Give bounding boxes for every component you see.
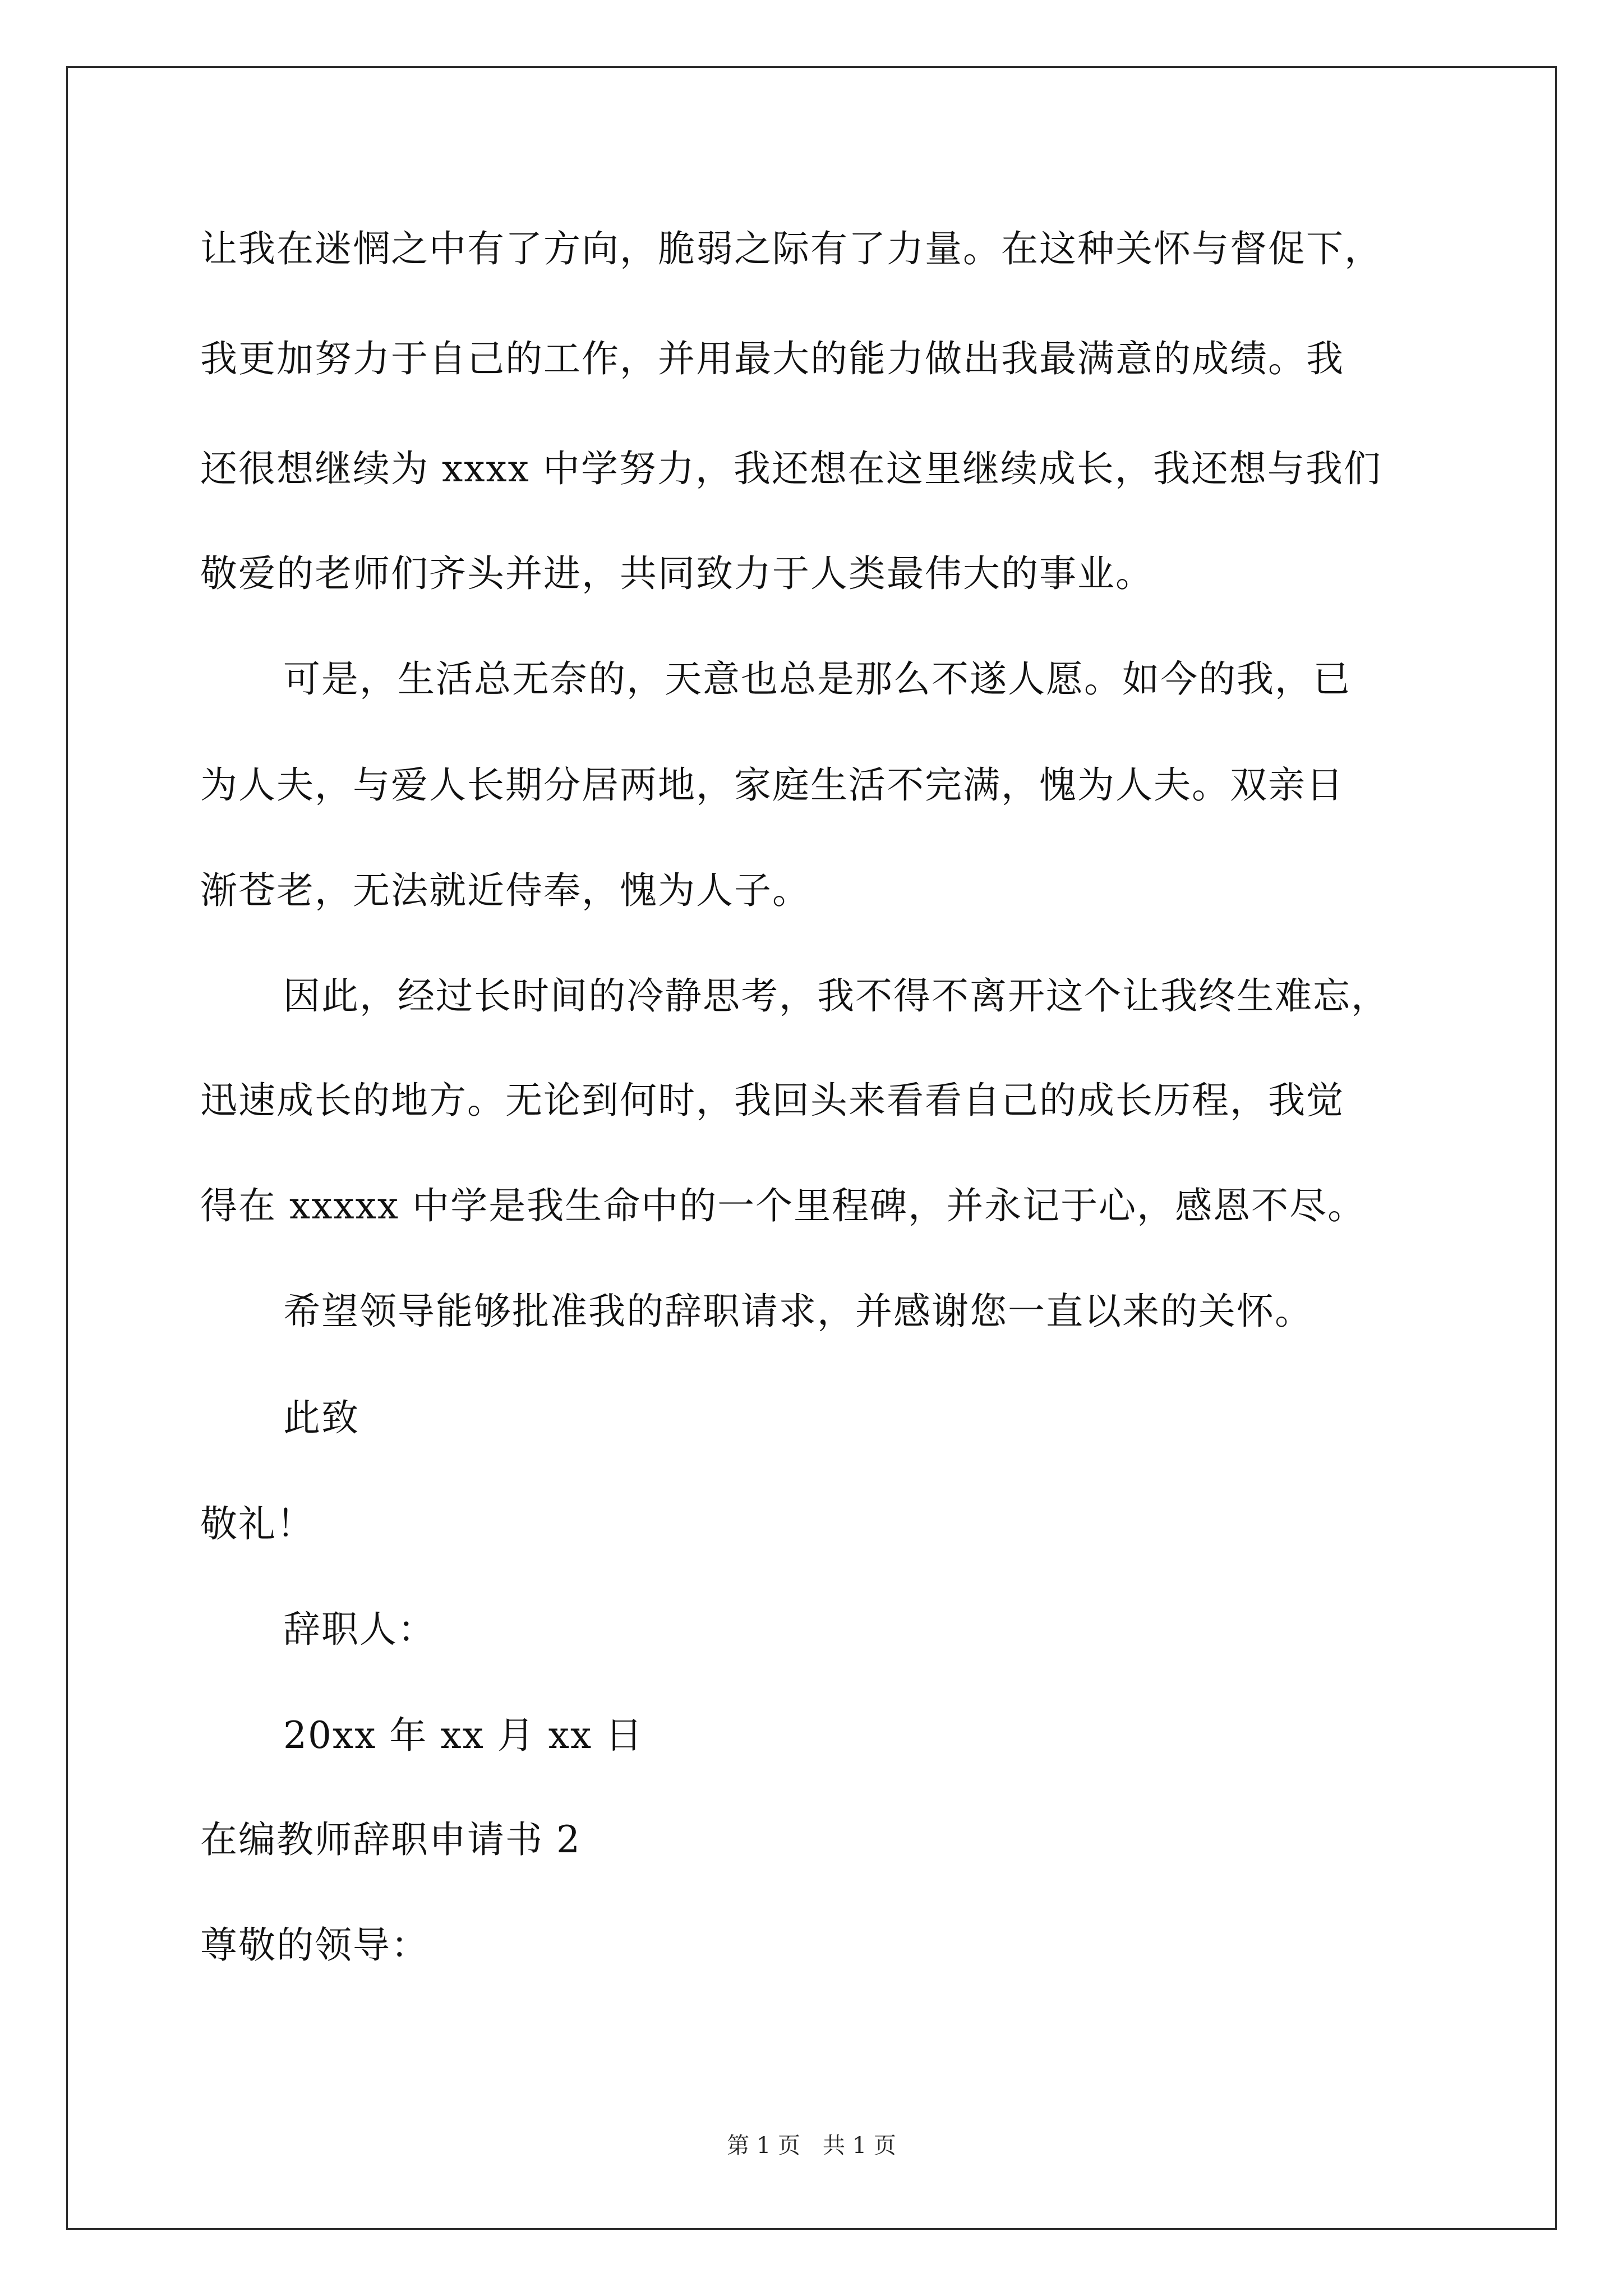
closing-salutation: 此致	[283, 1396, 359, 1439]
page-footer: 第 1 页 共 1 页	[727, 2133, 896, 2159]
body-line: 希望领导能够批准我的辞职请求，并感谢您一直以来的关怀。	[283, 1290, 1313, 1333]
signature-label: 辞职人：	[283, 1608, 436, 1651]
body-line: 渐苍老，无法就近侍奉，愧为人子。	[200, 869, 810, 912]
body-line: 因此，经过长时间的冷静思考，我不得不离开这个让我终生难忘，	[283, 974, 1389, 1018]
section-title: 在编教师辞职申请书 2	[200, 1818, 581, 1861]
body-line: 迅速成长的地方。无论到何时，我回头来看看自己的成长历程，我觉	[200, 1079, 1344, 1122]
body-line: 让我在迷惘之中有了方向，脆弱之际有了力量。在这种关怀与督促下，	[200, 227, 1382, 270]
closing-respect: 敬礼！	[200, 1502, 315, 1545]
greeting-line: 尊敬的领导：	[200, 1924, 429, 1967]
body-line: 敬爱的老师们齐头并进，共同致力于人类最伟大的事业。	[200, 552, 1154, 595]
body-line: 可是，生活总无奈的，天意也总是那么不遂人愿。如今的我，已	[283, 657, 1351, 701]
page-border	[66, 66, 1557, 2230]
body-line: 我更加努力于自己的工作，并用最大的能力做出我最满意的成绩。我	[200, 337, 1344, 380]
body-line: 还很想继续为 xxxx 中学努力，我还想在这里继续成长，我还想与我们	[200, 447, 1382, 490]
date-line: 20xx 年 xx 月 xx 日	[283, 1714, 644, 1757]
body-line: 得在 xxxxx 中学是我生命中的一个里程碑，并永记于心，感恩不尽。	[200, 1184, 1366, 1227]
body-line: 为人夫，与爱人长期分居两地，家庭生活不完满，愧为人夫。双亲日	[200, 763, 1344, 807]
